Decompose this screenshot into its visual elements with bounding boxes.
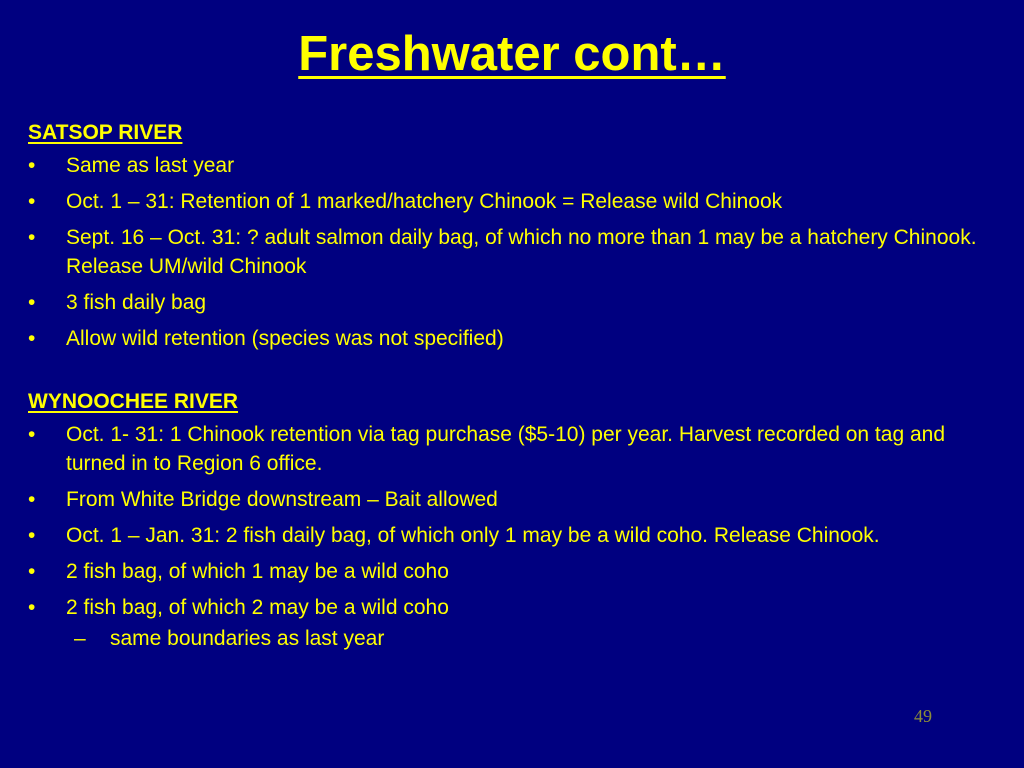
sub-bullet-item — [28, 624, 988, 653]
bullet-icon: • — [28, 524, 36, 547]
bullet-item — [28, 420, 988, 478]
dash-icon: – — [74, 627, 86, 650]
bullet-text: 3 fish daily bag — [66, 291, 207, 314]
bullet-icon: • — [28, 291, 36, 314]
bullet-item — [28, 485, 988, 514]
section-heading-wynoochee: WYNOOCHEE RIVER — [28, 390, 239, 413]
bullet-icon: • — [28, 423, 36, 446]
bullet-item — [28, 593, 988, 622]
bullet-item — [28, 223, 988, 281]
bullet-icon: • — [28, 327, 36, 350]
bullet-text: Sept. 16 – Oct. 31: ? adult salmon daily bag, of which no more than 1 may be a hatchery Chinook. Release UM/wild Chinook — [66, 226, 977, 278]
wynoochee-sub-bullet-list — [28, 624, 988, 653]
bullet-item — [28, 324, 988, 353]
bullet-text: 2 fish bag, of which 1 may be a wild coho — [66, 560, 449, 583]
wynoochee-bullet-list — [28, 420, 988, 622]
bullet-item — [28, 288, 988, 317]
bullet-text: Oct. 1 – 31: Retention of 1 marked/hatchery Chinook = Release wild Chinook — [66, 190, 783, 213]
bullet-text: Same as last year — [66, 154, 235, 177]
sub-bullet-text: same boundaries as last year — [110, 627, 385, 650]
slide-body — [28, 118, 988, 653]
bullet-icon: • — [28, 226, 36, 249]
bullet-icon: • — [28, 488, 36, 511]
bullet-text: Oct. 1 – Jan. 31: 2 fish daily bag, of which only 1 may be a wild coho. Release Chinook. — [66, 524, 880, 547]
slide-title-text: Freshwater cont… — [298, 27, 726, 81]
bullet-icon: • — [28, 190, 36, 213]
bullet-text: 2 fish bag, of which 2 may be a wild coho — [66, 596, 449, 619]
bullet-text: From White Bridge downstream – Bait allowed — [66, 488, 498, 511]
bullet-icon: • — [28, 154, 36, 177]
bullet-item — [28, 187, 988, 216]
page-number: 49 — [914, 706, 932, 726]
satsop-bullet-list — [28, 151, 988, 353]
slide-title — [0, 22, 1024, 86]
bullet-item — [28, 521, 988, 550]
bullet-text: Allow wild retention (species was not specified) — [66, 327, 504, 350]
bullet-item — [28, 151, 988, 180]
bullet-icon: • — [28, 596, 36, 619]
bullet-icon: • — [28, 560, 36, 583]
section-heading-satsop: SATSOP RIVER — [28, 121, 183, 144]
bullet-text: Oct. 1- 31: 1 Chinook retention via tag purchase ($5-10) per year. Harvest recorded on tag and turned in to Region 6 office. — [66, 423, 945, 475]
bullet-item — [28, 557, 988, 586]
